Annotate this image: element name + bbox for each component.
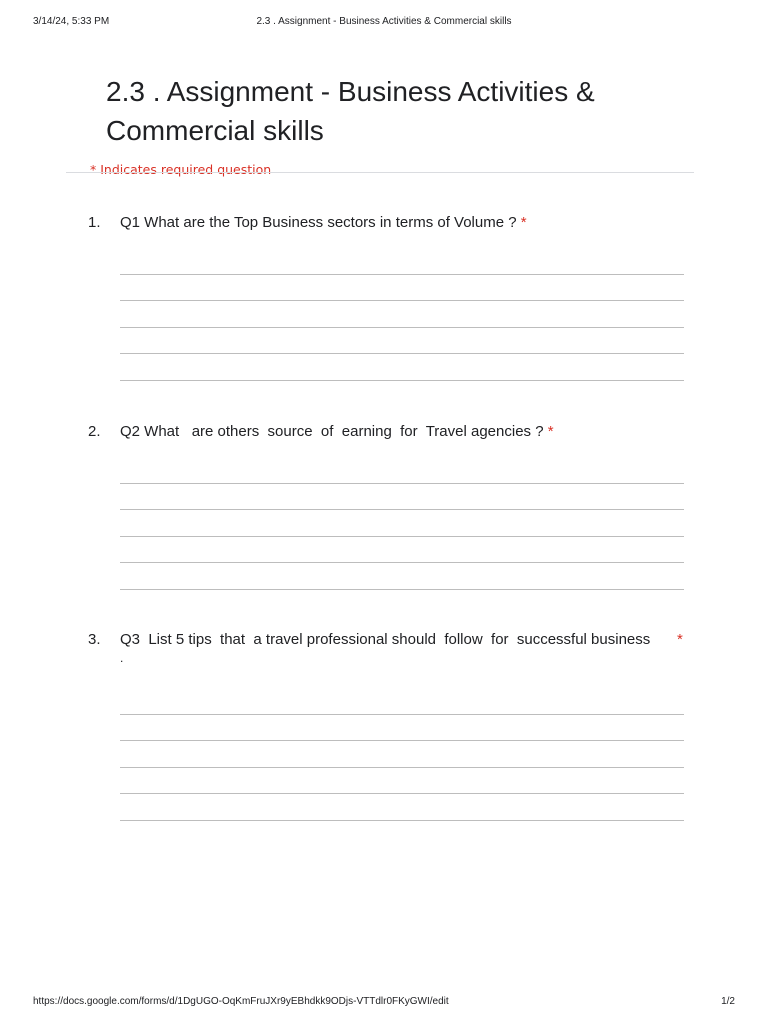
required-asterisk: * [547, 423, 554, 440]
question-text [120, 214, 527, 232]
print-datetime: 3/14/24, 5:33 PM [33, 16, 110, 27]
question-number: 2. [88, 423, 101, 440]
answer-line[interactable] [120, 510, 684, 537]
question-number: 3. [88, 631, 101, 648]
required-asterisk: * [520, 214, 527, 231]
question-label: Q2 What are others source of earning for Travel agencies ? [120, 423, 544, 440]
question-label: Q3 List 5 tips that a travel professional should follow for successful business [120, 631, 651, 648]
answer-line[interactable] [120, 688, 684, 715]
answer-line[interactable] [120, 715, 684, 742]
answer-line[interactable] [120, 457, 684, 484]
answer-line[interactable] [120, 741, 684, 768]
footer-url: https://docs.google.com/forms/d/1DgUGO-OqKmFruJXr9yEBhdkk9ODjs-VTTdlr0FKyGWI/edit [33, 996, 449, 1007]
required-question-note: * Indicates required question [90, 162, 272, 177]
answer-line[interactable] [120, 354, 684, 381]
form-title [106, 72, 686, 150]
answer-line[interactable] [120, 794, 684, 821]
print-document-title: 2.3 . Assignment - Business Activities & Commercial skills [256, 16, 512, 27]
answer-line[interactable] [120, 328, 684, 355]
print-header [33, 16, 735, 30]
answer-line[interactable] [120, 537, 684, 564]
page-number: 1/2 [721, 996, 735, 1007]
form-title-line-1: 2.3 . Assignment - Business Activities & [106, 76, 595, 107]
answer-line[interactable] [120, 275, 684, 302]
question-number: 1. [88, 214, 101, 231]
form-title-line-2: Commercial skills [106, 115, 324, 146]
answer-area-2[interactable] [120, 457, 684, 590]
answer-area-1[interactable] [120, 248, 684, 381]
answer-line[interactable] [120, 484, 684, 511]
answer-area-3[interactable] [120, 688, 684, 821]
title-divider [66, 172, 694, 173]
question-label: Q1 What are the Top Business sectors in terms of Volume ? [120, 214, 517, 231]
answer-line[interactable] [120, 301, 684, 328]
answer-line[interactable] [120, 563, 684, 590]
print-footer [33, 996, 735, 1010]
question-text [120, 423, 554, 441]
question-continuation: . [120, 651, 124, 665]
required-asterisk: * [677, 631, 683, 648]
answer-line[interactable] [120, 768, 684, 795]
answer-line[interactable] [120, 248, 684, 275]
